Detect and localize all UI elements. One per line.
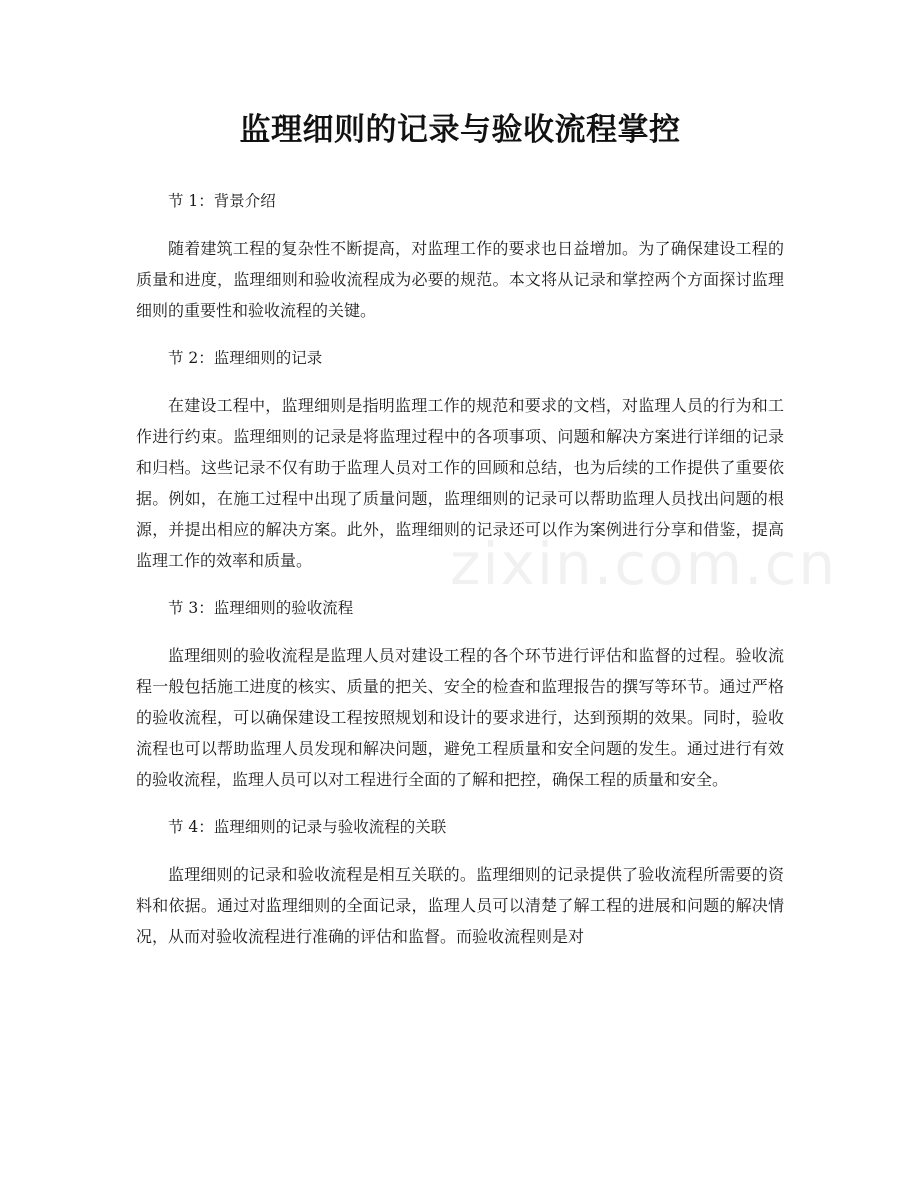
section-paragraph: 监理细则的验收流程是监理人员对建设工程的各个环节进行评估和监督的过程。验收流程一般包括施工进度的核实、质量的把关、安全的检查和监理报告的撰写等环节。通过严格的验收流程，可以确保建设工程按照规划和设计的要求进行，达到预期的效果。同时，验收流程也可以帮助监理人员发现和解决问题，避免工程质量和安全问题的发生。通过进行有效的验收流程，监理人员可以对工程进行全面的了解和把控，确保工程的质量和安全。: [136, 646, 784, 789]
section-heading: 节 4：监理细则的记录与验收流程的关联: [168, 818, 447, 836]
section-2: [136, 343, 784, 576]
section-1: [136, 186, 784, 326]
section-paragraph: 随着建筑工程的复杂性不断提高，对监理工作的要求也日益增加。为了确保建设工程的质量和进度，监理细则和验收流程成为必要的规范。本文将从记录和掌控两个方面探讨监理细则的重要性和验收流程的关键。: [136, 239, 784, 320]
section-3: [136, 593, 784, 795]
section-heading: 节 1：背景介绍: [168, 192, 276, 210]
document-title: 监理细则的记录与验收流程掌控: [239, 112, 681, 148]
watermark: zixin.com.cn: [450, 530, 838, 598]
section-paragraph: 监理细则的记录和验收流程是相互关联的。监理细则的记录提供了验收流程所需要的资料和依据。通过对监理细则的全面记录，监理人员可以清楚了解工程的进展和问题的解决情况，从而对验收流程进行准确的评估和监督。而验收流程则是对: [136, 865, 784, 946]
document-body: [136, 186, 784, 952]
section-paragraph: 在建设工程中，监理细则是指明监理工作的规范和要求的文档，对监理人员的行为和工作进行约束。监理细则的记录是将监理过程中的各项事项、问题和解决方案进行详细的记录和归档。这些记录不仅有助于监理人员对工作的回顾和总结，也为后续的工作提供了重要依据。例如，在施工过程中出现了质量问题，监理细则的记录可以帮助监理人员找出问题的根源，并提出相应的解决方案。此外，监理细则的记录还可以作为案例进行分享和借鉴，提高监理工作的效率和质量。: [136, 396, 784, 570]
section-heading: 节 2：监理细则的记录: [168, 349, 323, 367]
section-heading: 节 3：监理细则的验收流程: [168, 599, 354, 617]
section-4: [136, 812, 784, 952]
